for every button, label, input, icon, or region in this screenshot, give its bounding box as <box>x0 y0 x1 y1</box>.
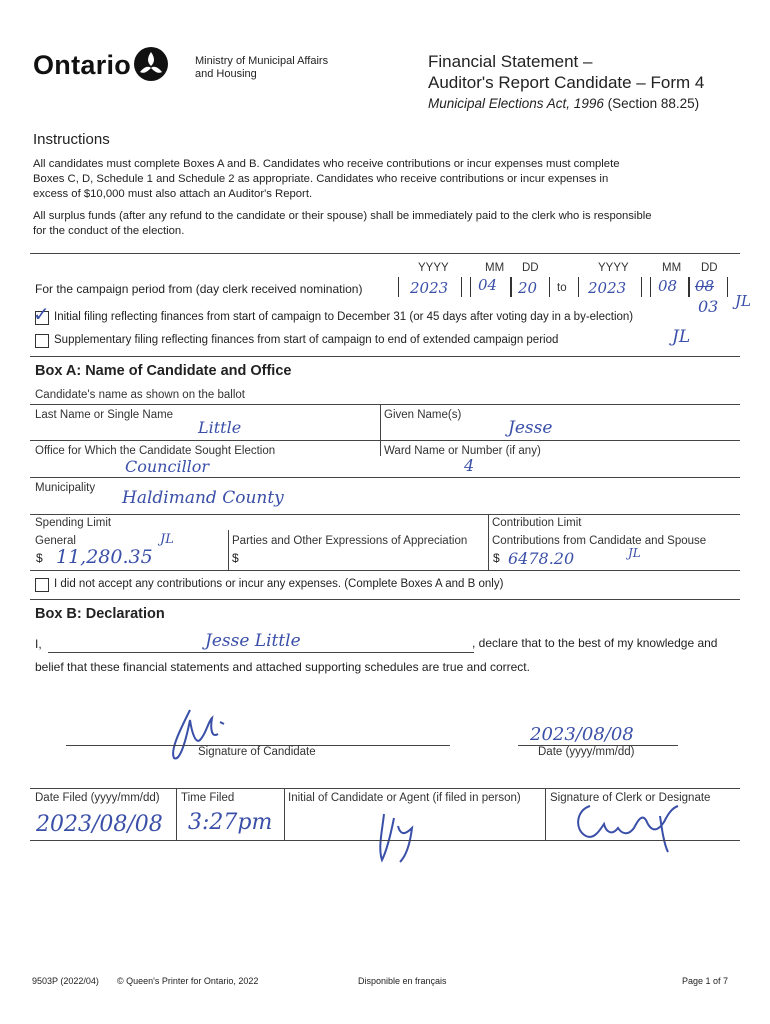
clerk-signature <box>560 800 690 856</box>
day-correction: 03 <box>698 297 719 316</box>
initial-filing-label: Initial filing reflecting finances from start of campaign to December 31 (or 45 days after voting day in a by-election) <box>54 311 634 323</box>
instructions-text: All candidates must complete Boxes A and B. Candidates who receive contributions or incur expenses must complete Boxes C, D, Schedule 1 and Schedule 2 as appropriate. Candidates who receive contributions or incur expenses in excess of $10,000 must also attach an Auditor's Report. All surplus funds (after any refund to the candidate or their spouse) shall be immediately paid to the clerk who is responsible for the conduct of the election. <box>33 158 652 237</box>
supplementary-filing-checkbox[interactable] <box>35 334 49 348</box>
contribution-limit-label: Contribution Limit <box>492 517 582 529</box>
instructions-heading: Instructions <box>33 131 110 148</box>
to-mm-label: MM <box>662 262 682 274</box>
form-title: Financial Statement – <box>428 52 593 71</box>
parties-currency: $ <box>232 551 239 565</box>
declaration-i-label: I, <box>35 637 42 651</box>
from-dd-label: DD <box>522 262 539 274</box>
french-availability: Disponible en français <box>358 976 447 986</box>
to-yyyy-label: YYYY <box>598 262 629 274</box>
to-dd-label: DD <box>701 262 718 274</box>
given-names-field[interactable]: Jesse <box>508 418 553 438</box>
ontario-logo <box>33 50 203 86</box>
agent-initials-signature <box>368 808 438 866</box>
campaign-period-label: For the campaign period from (day clerk received nomination) <box>35 282 363 296</box>
from-year-field[interactable]: 2023 <box>410 279 449 297</box>
copyright: © Queen's Printer for Ontario, 2022 <box>117 976 259 986</box>
contributions-currency: $ <box>493 551 500 565</box>
general-label: General <box>35 535 76 547</box>
time-filed-label: Time Filed <box>181 792 235 804</box>
to-label: to <box>557 282 567 294</box>
page-number: Page 1 of 7 <box>682 976 729 986</box>
given-names-label: Given Name(s) <box>384 409 462 421</box>
general-spending-field[interactable]: 11,280.35 <box>56 546 153 568</box>
last-name-label: Last Name or Single Name <box>35 409 174 421</box>
box-b-heading: Box B: Declaration <box>35 606 165 622</box>
to-year-field[interactable]: 2023 <box>588 279 627 297</box>
from-mm-label: MM <box>485 262 505 274</box>
date-filed-label: Date Filed (yyyy/mm/dd) <box>35 792 160 804</box>
ward-field[interactable]: 4 <box>464 456 475 475</box>
trillium-icon <box>133 46 169 82</box>
office-label: Office for Which the Candidate Sought Election <box>35 445 276 457</box>
ward-label: Ward Name or Number (if any) <box>384 445 541 457</box>
ministry-name-2: and Housing <box>195 68 257 80</box>
to-day-field[interactable]: 08 <box>695 277 715 295</box>
from-yyyy-label: YYYY <box>418 262 449 274</box>
date-label: Date (yyyy/mm/dd) <box>538 746 635 758</box>
supplementary-filing-label: Supplementary filing reflecting finances from start of campaign to end of extended campaign period <box>54 334 559 346</box>
last-name-field[interactable]: Little <box>198 418 242 437</box>
signature-label: Signature of Candidate <box>198 746 316 758</box>
ontario-wordmark: Ontario <box>33 50 132 80</box>
act-reference: Municipal Elections Act, 1996 (Section 88.25) <box>428 96 700 111</box>
filing-initials: JL <box>672 327 691 347</box>
municipality-field[interactable]: Haldimand County <box>122 488 284 508</box>
no-contributions-label: I did not accept any contributions or incur any expenses. (Complete Boxes A and B only) <box>54 578 504 590</box>
to-month-field[interactable]: 08 <box>658 277 678 295</box>
form-code: 9503P (2022/04) <box>32 976 99 986</box>
municipality-label: Municipality <box>35 482 96 494</box>
contributions-label: Contributions from Candidate and Spouse <box>492 535 707 547</box>
checkmark-icon: ✓ <box>33 302 50 326</box>
box-a-heading: Box A: Name of Candidate and Office <box>35 363 292 379</box>
declaration-date-field[interactable]: 2023/08/08 <box>530 724 634 745</box>
general-initials: JL <box>160 532 174 547</box>
form-title-2: Auditor's Report Candidate – Form 4 <box>428 73 705 92</box>
from-day-field[interactable]: 20 <box>518 279 538 297</box>
ministry-name: Ministry of Municipal Affairs <box>195 55 329 67</box>
declaration-text: , declare that to the best of my knowledge and <box>472 636 718 650</box>
general-currency: $ <box>36 551 43 565</box>
office-field[interactable]: Councillor <box>125 457 210 476</box>
contributions-initials: JL <box>628 546 641 560</box>
parties-label: Parties and Other Expressions of Appreciation <box>232 535 468 547</box>
from-month-field[interactable]: 04 <box>478 276 498 294</box>
no-contributions-checkbox[interactable] <box>35 578 49 592</box>
declarant-name-field[interactable]: Jesse Little <box>205 631 301 651</box>
initial-label: Initial of Candidate or Agent (if filed in person) <box>288 792 521 804</box>
clerk-signature-label: Signature of Clerk or Designate <box>550 792 711 804</box>
date-filed-field[interactable]: 2023/08/08 <box>36 812 163 837</box>
declaration-belief-text: belief that these financial statements and attached supporting schedules are true and correct. <box>35 660 530 674</box>
candidate-name-label: Candidate's name as shown on the ballot <box>35 389 245 401</box>
time-filed-field[interactable]: 3:27pm <box>188 810 273 835</box>
spending-limit-label: Spending Limit <box>35 517 112 529</box>
correction-initials: JL <box>735 292 751 310</box>
contributions-field[interactable]: 6478.20 <box>508 549 575 568</box>
